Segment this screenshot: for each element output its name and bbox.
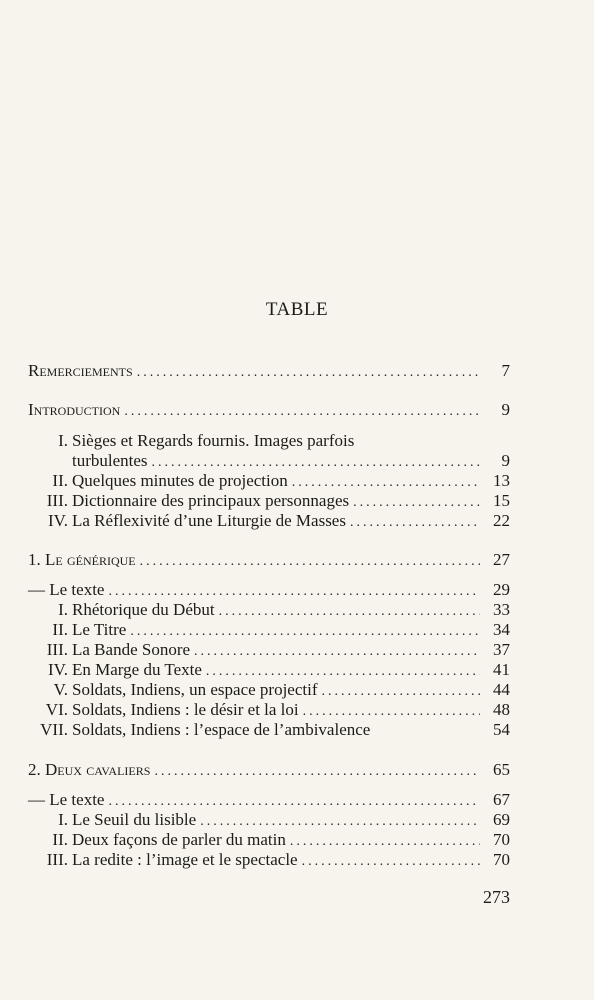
toc-subentry-intro-4[interactable] [28,511,510,531]
leader-dots [108,792,480,812]
toc-subentry-number: I. [58,810,68,829]
toc-subentry-ch1-7[interactable] [28,720,510,740]
toc-chapter-label: 1. Le générique [28,550,136,569]
leader-dots [200,812,480,832]
toc-chapter-2-text[interactable] [28,790,510,810]
toc-subentry-page: 70 [493,830,510,849]
toc-text-page: 67 [493,790,510,809]
toc-subentry-page: 41 [493,660,510,679]
leader-dots [137,363,480,383]
toc-subentry-label: La redite : l’image et le spectacle [72,850,298,869]
toc-subentry-page: 13 [493,471,510,490]
toc-entry-label: Introduction [28,400,121,419]
toc-subentry-page: 34 [493,620,510,639]
leader-dots [290,832,480,852]
toc-subentry-label: Rhétorique du Début [72,600,215,619]
leader-dots [353,493,480,513]
toc-text-page: 29 [493,580,510,599]
toc-subentry-page: 44 [493,680,510,699]
leader-dots [350,513,480,533]
toc-subentry-intro-2[interactable] [28,471,510,491]
toc-subentry-ch1-2[interactable] [28,620,510,640]
toc-subentry-number: IV. [48,511,68,530]
leader-dots [303,702,480,722]
toc-subentry-page: 9 [501,451,510,470]
toc-subentry-ch1-3[interactable] [28,640,510,660]
leader-dots [140,552,480,572]
leader-dots [322,682,481,702]
toc-subentry-number: VII. [40,720,68,739]
leader-dots [194,642,480,662]
toc-subentry-intro-1-line1[interactable] [28,431,510,451]
toc-text-label: — Le texte [28,790,105,809]
page-folio: 273 [483,887,510,907]
leader-dots [124,402,480,422]
toc-subentry-ch1-4[interactable] [28,660,510,680]
toc-subentry-label: La Réflexivité d’une Liturgie de Masses [72,511,346,530]
toc-subentry-number: IV. [48,660,68,679]
toc-subentry-label: Deux façons de parler du matin [72,830,286,849]
leader-dots [302,852,480,872]
toc-entry-page: 7 [501,361,510,380]
toc-subentry-page: 69 [493,810,510,829]
toc-subentry-number: III. [46,640,68,659]
leader-dots [152,453,480,473]
toc-subentry-number: II. [52,620,68,639]
toc-subentry-intro-1-line2[interactable] [72,451,510,471]
toc-subentry-label: Le Seuil du lisible [72,810,197,829]
toc-subentry-page: 70 [493,850,510,869]
leader-dots [292,473,480,493]
toc-subentry-ch1-5[interactable] [28,680,510,700]
toc-subentry-number: III. [46,491,68,510]
toc-chapter-1-text[interactable] [28,580,510,600]
toc-subentry-ch2-3[interactable] [28,850,510,870]
toc-chapter-label: 2. Deux cavaliers [28,760,151,779]
page-title: TABLE [265,299,329,320]
toc-entry-page: 9 [501,400,510,419]
toc-subentry-ch1-1[interactable] [28,600,510,620]
toc-subentry-label: Soldats, Indiens : l’espace de l’ambivalence [72,720,371,739]
toc-entry-label: Remerciements [28,361,133,380]
toc-subentry-page: 33 [493,600,510,619]
toc-chapter-2[interactable] [28,760,510,780]
toc-subentry-number: II. [52,471,68,490]
toc-subentry-ch1-6[interactable] [28,700,510,720]
toc-subentry-number: V. [53,680,68,699]
toc-subentry-label: Le Titre [72,620,127,639]
toc-chapter-page: 27 [493,550,510,569]
toc-subentry-label: Soldats, Indiens : le désir et la loi [72,700,299,719]
toc-chapter-page: 65 [493,760,510,779]
leader-dots [206,662,480,682]
toc-subentry-number: III. [46,850,68,869]
toc-subentry-number: VI. [45,700,68,719]
toc-subentry-number: I. [58,600,68,619]
toc-subentry-page: 48 [493,700,510,719]
toc-subentry-intro-3[interactable] [28,491,510,511]
toc-subentry-label-line1: Sièges et Regards fournis. Images parfois [72,431,355,450]
toc-chapter-1[interactable] [28,550,510,570]
toc-subentry-label: Dictionnaire des principaux personnages [72,491,350,510]
leader-dots [108,582,480,602]
toc-subentry-ch2-1[interactable] [28,810,510,830]
toc-entry-introduction[interactable] [28,400,510,420]
toc-text-label: — Le texte [28,580,105,599]
toc-subentry-label: turbulentes [72,451,148,470]
toc-subentry-label: En Marge du Texte [72,660,202,679]
toc-subentry-label: La Bande Sonore [72,640,191,659]
toc-subentry-page: 54 [493,720,510,739]
leader-dots [154,762,480,782]
toc-subentry-label: Quelques minutes de projection [72,471,288,490]
leader-dots [130,622,480,642]
toc-entry-remerciements[interactable] [28,361,510,381]
toc-subentry-page: 15 [493,491,510,510]
toc-subentry-label: Soldats, Indiens, un espace projectif [72,680,318,699]
toc-subentry-page: 37 [493,640,510,659]
leader-dots [219,602,480,622]
toc-subentry-number: I. [58,431,68,450]
toc-subentry-page: 22 [493,511,510,530]
toc-subentry-ch2-2[interactable] [28,830,510,850]
toc-subentry-number: II. [52,830,68,849]
